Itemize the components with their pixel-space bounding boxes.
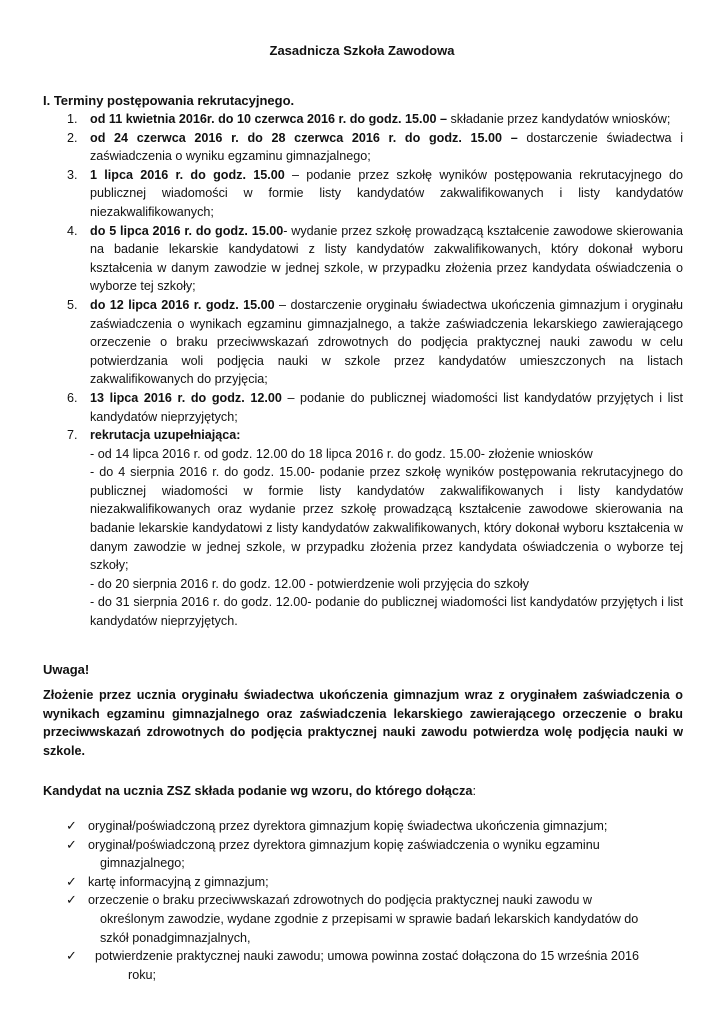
check-icon: ✓ xyxy=(66,892,77,908)
term-item xyxy=(43,222,683,296)
note-text: Złożenie przez ucznia oryginału świadectwa ukończenia gimnazjum wraz z oryginałem zaświadczenia o wynikach egzaminu gimnazjalnego oraz zaświadczenia lekarskiego zawierającego orzeczenie o braku przeciwwskazań zdrowotnych do podjęcia praktycznej nauki zawodu potwierdza wolę podjęcia nauki w szkole. xyxy=(43,688,683,758)
term-item xyxy=(43,296,683,389)
documents-checklist xyxy=(60,817,680,984)
term-number: 4. xyxy=(67,223,78,238)
term-date: do 5 lipca 2016 r. do godz. 15.00 xyxy=(90,223,284,238)
term-text: - wydanie przez szkołę prowadzącą kształcenie zawodowe skierowania na badanie lekarskie kandydatowi z listy kandydatów zakwalifikowanych, który dokonał wyboru kształcenia w danym zawodzie w jednej szkole, w przypadku złożenia przez kandydata oświadczenia o wyborze tej szkoły; xyxy=(90,223,683,294)
candidate-heading xyxy=(43,783,476,798)
term-date: od 24 czerwca 2016 r. do 28 czerwca 2016 r. do godz. 15.00 – xyxy=(90,130,518,145)
checklist-text: oryginał/poświadczoną przez dyrektora gimnazjum kopię świadectwa ukończenia gimnazjum; xyxy=(88,819,608,833)
checklist-text: orzeczenie o braku przeciwwskazań zdrowotnych do podjęcia praktycznej nauki zawodu w xyxy=(88,893,593,908)
term-item xyxy=(43,426,683,631)
checklist-continuation: roku; xyxy=(128,967,156,982)
checklist-item xyxy=(60,817,680,836)
check-icon: ✓ xyxy=(66,818,77,833)
checklist-text: potwierdzenie praktycznej nauki zawodu; umowa powinna zostać dołączona do 15 września 2016 xyxy=(88,949,639,964)
check-icon: ✓ xyxy=(66,873,77,889)
term-date: od 11 kwietnia 2016r. do 10 czerwca 2016 r. do godz. 15.00 – xyxy=(90,112,448,126)
term-item xyxy=(43,110,683,129)
term-number: 3. xyxy=(67,167,78,182)
checklist-item xyxy=(60,947,680,984)
check-icon: ✓ xyxy=(66,836,77,852)
term-date: do 12 lipca 2016 r. godz. 15.00 xyxy=(90,297,275,312)
note-heading: Uwaga! xyxy=(43,662,90,677)
term-text: dostarczenie świadectwa i zaświadczenia o wyniku egzaminu gimnazjalnego; xyxy=(90,130,684,164)
term-number: 1. xyxy=(67,112,78,126)
term-date: rekrutacja uzupełniająca: xyxy=(90,428,241,443)
term-date: 1 lipca 2016 r. do godz. 15.00 xyxy=(90,167,285,182)
checklist-item xyxy=(60,873,680,892)
checklist-text: oryginał/poświadczoną przez dyrektora gimnazjum kopię zaświadczenia o wyniku egzaminu xyxy=(88,837,600,852)
section-heading: I. Terminy postępowania rekrutacyjnego. xyxy=(43,93,295,108)
term-date: 13 lipca 2016 r. do godz. 12.00 xyxy=(90,390,282,405)
term-item xyxy=(43,129,683,166)
term-text: – dostarczenie oryginału świadectwa ukończenia gimnazjum i oryginału zaświadczenia o wynikach egzaminu gimnazjalnego, a także zaświadczenia lekarskiego zawierającego orzeczenie o braku przeciwwskazań zdrowotnych do podjęcia praktycznej nauki zawodu w celu potwierdzania woli podjęcia nauki w szkole przez kandydatów umieszczonych na listach zakwalifikowanych do przyjęcia; xyxy=(90,297,683,387)
supplementary-line: - do 4 sierpnia 2016 r. do godz. 15.00- podanie przez szkołę wyników postępowania rekrutacyjnego do publicznej wiadomości w formie listy kandydatów zakwalifikowanych i listy kandydatów niezakwalifikowanych oraz wydanie przez szkołę prowadzącą kształcenie zawodowe skierowania na badanie lekarskie kandydatowi z listy kandydatów zakwalifikowanych, który dokonał wyboru kształcenia w danym zawodzie w jednej szkole, w przypadku złożenia przez kandydata oświadczenia o wyborze tej szkoły; xyxy=(90,465,683,573)
term-text: – podanie przez szkołę wyników postępowania rekrutacyjnego do publicznej wiadomości w formie listy kandydatów zakwalifikowanych i listy kandydatów niezakwalifikowanych; xyxy=(90,167,684,219)
checklist-continuation: szkół ponadgimnazjalnych, xyxy=(100,930,251,945)
checklist-item xyxy=(60,836,680,873)
checklist-continuation: określonym zawodzie, wydane zgodnie z przepisami w sprawie badań lekarskich kandydatów do xyxy=(100,911,639,926)
term-item xyxy=(43,389,683,426)
supplementary-line: - do 20 sierpnia 2016 r. do godz. 12.00 - potwierdzenie woli przyjęcia do szkoły xyxy=(90,576,529,591)
checklist-continuation: gimnazjalnego; xyxy=(100,856,185,871)
term-item xyxy=(43,166,683,222)
term-number: 6. xyxy=(67,390,78,405)
term-number: 2. xyxy=(67,130,78,145)
supplementary-line: - od 14 lipca 2016 r. od godz. 12.00 do 18 lipca 2016 r. do godz. 15.00- złożenie wniosków xyxy=(90,446,593,461)
candidate-heading-colon: : xyxy=(472,783,477,798)
term-number: 7. xyxy=(67,428,78,443)
document-title: Zasadnicza Szkoła Zawodowa xyxy=(269,43,455,58)
checklist-text: kartę informacyjną z gimnazjum; xyxy=(88,874,269,889)
term-number: 5. xyxy=(67,297,78,312)
check-icon: ✓ xyxy=(66,948,77,964)
supplementary-line: - do 31 sierpnia 2016 r. do godz. 12.00- podanie do publicznej wiadomości list kandydatów przyjętych i list kandydatów nieprzyjętych. xyxy=(90,595,683,629)
term-text: składanie przez kandydatów wniosków; xyxy=(447,112,671,126)
checklist-item xyxy=(60,891,680,947)
terms-list xyxy=(43,110,683,631)
term-text: – podanie do publicznej wiadomości list kandydatów przyjętych i list kandydatów nieprzyjętych; xyxy=(90,390,684,424)
candidate-heading-text: Kandydat na ucznia ZSZ składa podanie wg wzoru, do którego dołącza xyxy=(43,783,473,798)
